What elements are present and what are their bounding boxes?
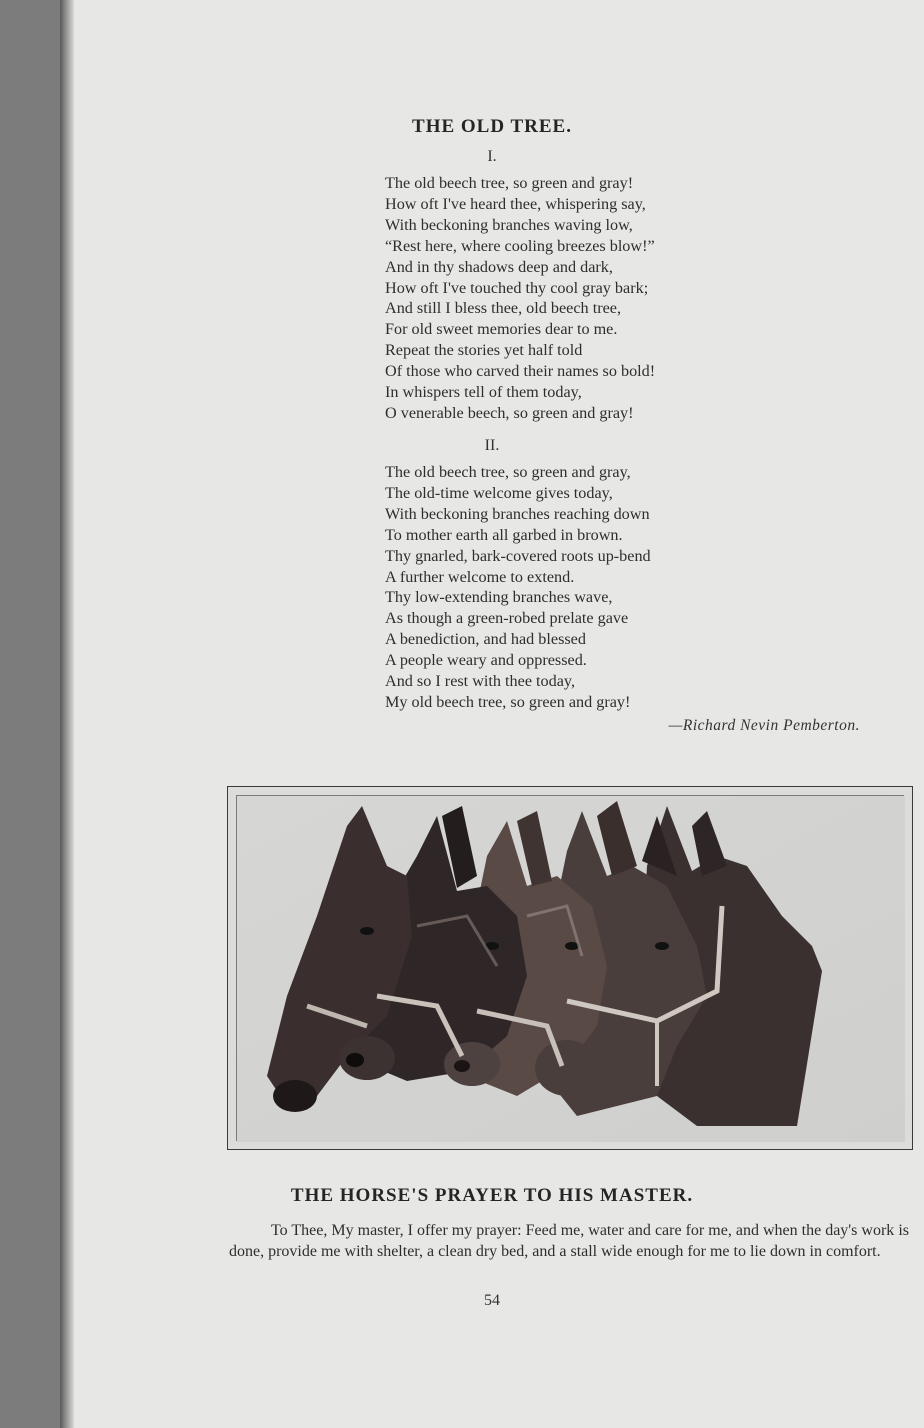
horse-illustration [227,786,913,1150]
poem-line: How oft I've touched thy cool gray bark; [385,278,649,297]
poem-line: For old sweet memories dear to me. [385,320,618,339]
poem-line: A benediction, and had blessed [385,630,586,649]
poem-line: A people weary and oppressed. [385,651,587,670]
section-number-1: I. [487,148,497,165]
poem-line: As though a green-robed prelate gave [385,609,629,628]
poem-line: To mother earth all garbed in brown. [385,525,623,544]
scan-margin [0,0,60,1428]
poem-line: How oft I've heard thee, whispering say, [385,194,646,213]
poem-line: And in thy shadows deep and dark, [385,257,613,276]
poem-title: THE OLD TREE. [412,116,572,137]
section-number-2: II. [484,437,500,454]
poem-line: In whispers tell of them today, [385,383,582,402]
poem-line: Thy gnarled, bark-covered roots up-bend [385,546,651,565]
poem-line: Of those who carved their names so bold! [385,362,656,381]
page-number: 54 [484,1292,500,1309]
prose-body [229,1220,909,1262]
poem-line: A further welcome to extend. [385,567,575,586]
poem-line: With beckoning branches waving low, [385,215,633,234]
poem-attribution: —Richard Nevin Pemberton. [668,717,860,734]
poem-line: The old-time welcome gives today, [385,483,613,502]
poem-line: With beckoning branches reaching down [385,504,650,523]
prose-title: THE HORSE'S PRAYER TO HIS MASTER. [290,1185,694,1206]
poem-stanza-1 [385,173,655,424]
four-horse-heads-icon [237,796,905,1142]
poem-line: O venerable beech, so green and gray! [385,403,634,422]
poem-line: The old beech tree, so green and gray, [385,463,631,481]
prose-paragraph: To Thee, My master, I offer my prayer: Feed me, water and care for me, and when the day's work is done, provide me with shelter, a clean dry bed, and a stall wide enough for me to lie down in comfort. [229,1222,909,1260]
poem-line: “Rest here, where cooling breezes blow!” [385,236,655,255]
poem-line: And so I rest with thee today, [385,672,576,691]
page-spine [60,0,74,1428]
poem-stanza-2 [385,462,651,713]
poem-line: Repeat the stories yet half told [385,341,583,360]
poem-line: Thy low-extending branches wave, [385,588,613,607]
poem-line: My old beech tree, so green and gray! [385,692,631,711]
poem-line: The old beech tree, so green and gray! [385,174,634,192]
poem-line: And still I bless thee, old beech tree, [385,299,621,318]
